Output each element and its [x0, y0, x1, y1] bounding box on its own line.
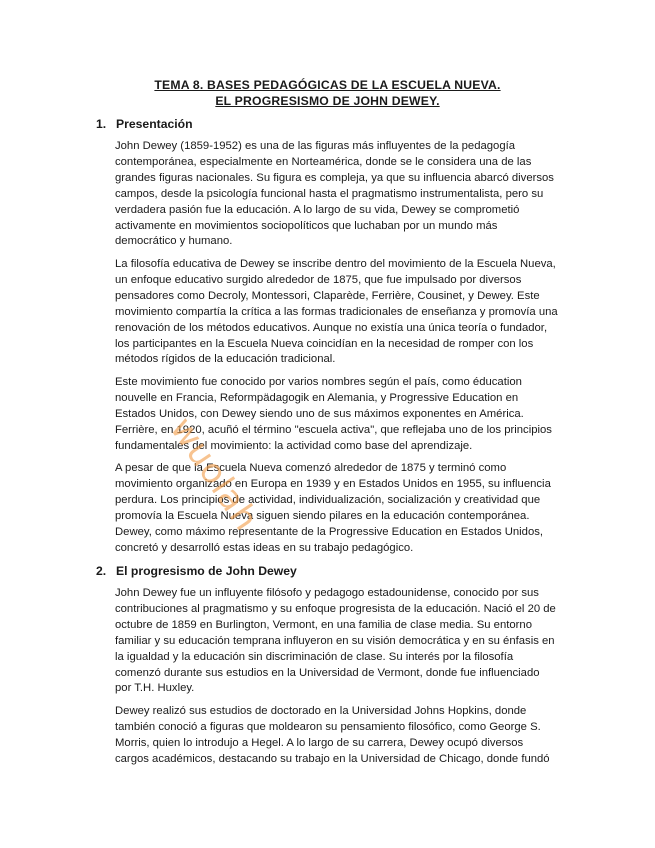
paragraph [115, 461, 585, 556]
text-line: renovación de los métodos educativos. Aunque no existía una única teoría o fundador, [115, 321, 548, 334]
text-line: cargos académicos, destacando su trabajo en la Universidad de Chicago, donde fundó [115, 752, 550, 765]
text-line: perdura. Los principios de actividad, individualización, socialización y creatividad que [115, 493, 541, 506]
paragraph [115, 704, 585, 768]
text-line: Ferrière, en 1920, acuñó el término "escuela activa", que reflejaba uno de los principios [115, 423, 552, 436]
section-heading-presentacion [96, 116, 193, 132]
section-number: 1. [96, 117, 107, 131]
section-heading-progresismo [96, 563, 297, 579]
text-line: un enfoque educativo surgido alrededor de 1875, que fue impulsado por diversos [115, 273, 522, 286]
text-line: Estados Unidos, con Dewey siendo uno de sus máximos exponentes en América. [115, 407, 524, 420]
watermark: wuolah [161, 410, 267, 539]
text-line: campos, desde la psicología funcional hasta el pragmatismo instrumentalista, pero su [115, 187, 544, 200]
text-line: movimiento organizado en Europa en 1939 y en Estados Unidos en 1955, su influencia [115, 477, 551, 490]
text-line: pensadores como Decroly, Montessori, Claparède, Ferrière, Cousinet, y Dewey. Este [115, 289, 540, 302]
text-line: verdadera pasión fue la educación. A lo largo de su vida, Dewey se comprometió [115, 203, 520, 216]
text-line: por T.H. Huxley. [115, 682, 195, 695]
text-line: contemporánea, especialmente en Norteamérica, donde se le considera una de las [115, 155, 532, 168]
text-line: La filosofía educativa de Dewey se inscribe dentro del movimiento de la Escuela Nueva, [115, 258, 556, 270]
text-line: Dewey realizó sus estudios de doctorado en la Universidad Johns Hopkins, donde [115, 705, 527, 717]
text-line: democrático y humano. [115, 235, 233, 248]
text-line: la igualdad y la educación sin discriminación de clase. Su interés por la filosofía [115, 650, 514, 663]
text-line: Este movimiento fue conocido por varios nombres según el país, como éducation [115, 376, 522, 388]
text-line: activamente en movimientos sociopolíticos que luchaban por un mundo más [115, 219, 498, 232]
document-title-line-2: EL PROGRESISMO DE JOHN DEWEY. [215, 94, 440, 108]
text-line: John Dewey (1859-1952) es una de las figuras más influyentes de la pedagogía [115, 140, 516, 152]
section-number: 2. [96, 564, 107, 578]
text-line: también conoció a figuras que moldearon su pensamiento filosófico, como George S. [115, 720, 541, 733]
paragraph [115, 257, 585, 368]
text-line: Morris, quien lo introdujo a Hegel. A lo largo de su carrera, Dewey ocupó diversos [115, 736, 524, 749]
text-line: concretó y desarrolló estas ideas en su trabajo pedagógico. [115, 541, 414, 554]
text-line: métodos rígidos de la educación tradicional. [115, 353, 336, 366]
text-line: nouvelle en Francia, Reformpädagogik en Alemania, y Progressive Education en [115, 391, 519, 404]
text-line: John Dewey fue un influyente filósofo y pedagogo estadounidense, conocido por sus [115, 587, 539, 599]
paragraph [115, 375, 585, 455]
text-line: movimiento compartía la crítica a las formas tradicionales de enseñanza y promovía una [115, 305, 558, 318]
text-line: comenzó durante sus estudios en la Universidad de Vermont, donde fue influenciado [115, 666, 540, 679]
text-line: contribuciones al pragmatismo y su enfoque progresista de la educación. Nació el 20 de [115, 602, 556, 615]
document-title-line-1: TEMA 8. BASES PEDAGÓGICAS DE LA ESCUELA NUEVA. [154, 78, 501, 92]
text-line: octubre de 1859 en Burlington, Vermont, en una familia de clase media. Su entorno [115, 618, 532, 631]
paragraph [115, 139, 585, 250]
text-line: A pesar de que la Escuela Nueva comenzó alrededor de 1875 y terminó como [115, 462, 507, 474]
text-line: familiar y su educación temprana influyeron en su visión democrática y en su énfasis en [115, 634, 555, 647]
text-line: los participantes en la Escuela Nueva coincidían en la necesidad de romper con los [115, 337, 534, 350]
paragraph [115, 586, 585, 697]
text-line: promovía la Escuela Nueva siguen siendo pilares en la educación contemporánea. [115, 509, 530, 522]
text-line: fundamentales del movimiento: la actividad como base del aprendizaje. [115, 439, 473, 452]
text-line: grandes figuras nacionales. Su figura es compleja, ya que su influencia abarcó diversos [115, 171, 554, 184]
text-line: Dewey, como máximo representante de la Progressive Education en Estados Unidos, [115, 525, 544, 538]
section-heading-text: El progresismo de John Dewey [116, 564, 297, 578]
section-heading-text: Presentación [116, 117, 193, 131]
